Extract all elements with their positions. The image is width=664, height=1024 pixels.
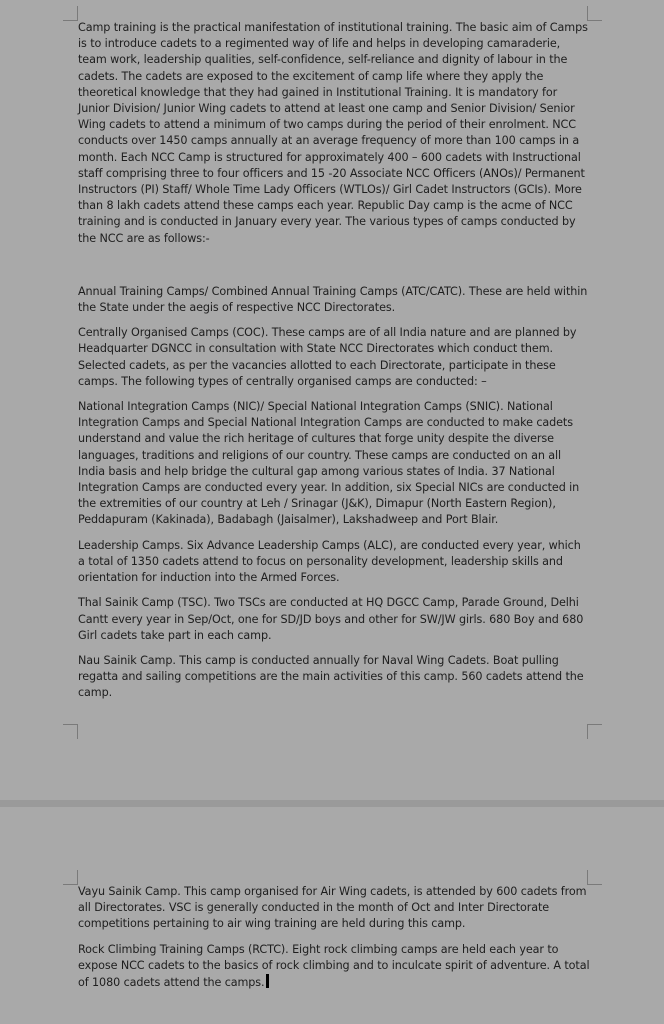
page-separator <box>0 800 664 807</box>
margin-marker-top-right <box>587 6 602 21</box>
paragraph-nic: National Integration Camps (NIC)/ Special National Integration Camps (SNIC). National Integration Camps and Special National Integration Camps are conducted to make cadets understand and value the rich heritage of cultures that forge unity despite the diverse languages, traditions and religions of our country. These camps are conducted on an all India basis and help bridge the cultural gap among various states of India. 37 National Integration Camps are conducted every year. In addition, six Special NICs are conducted in the extremities of our country at Leh / Srinagar (J&K), Dimapur (North Eastern Region), Peddapuram (Kakinada), Badabagh (Jaisalmer), Lakshadweep and Port Blair. <box>78 400 580 527</box>
paragraph-rctc <box>78 942 590 992</box>
margin-marker-top-right <box>587 870 602 885</box>
paragraph-coc: Centrally Organised Camps (COC). These camps are of all India nature and are planned by Headquarter DGNCC in consultation with State NCC Directorates which conduct them. Selected cadets, as per the vacancies allotted to each Directorate, participate in these camps. The following types of centrally organised camps are conducted: – <box>78 326 577 388</box>
page-body[interactable] <box>78 20 590 711</box>
paragraph-leadership: Leadership Camps. Six Advance Leadership Camps (ALC), are conducted every year, which a total of 1350 cadets attend to focus on personality development, leadership skills and orientation for induction into the Armed Forces. <box>78 538 581 585</box>
paragraph-nau-sainik: Nau Sainik Camp. This camp is conducted annually for Naval Wing Cadets. Boat pulling regatta and sailing competitions are the main activities of this camp. 560 cadets attend the camp. <box>78 653 584 700</box>
margin-marker-bottom-left <box>63 724 78 739</box>
margin-marker-top-left <box>63 870 78 885</box>
document-page-2[interactable] <box>0 807 664 1024</box>
paragraph-tsc: Thal Sainik Camp (TSC). Two TSCs are conducted at HQ DGCC Camp, Parade Ground, Delhi Cantt every year in Sep/Oct, one for SD/JD boys and other for SW/JW girls. 680 Boy and 680 Girl cadets take part in each camp. <box>78 596 584 642</box>
paragraph-atc: Annual Training Camps/ Combined Annual Training Camps (ATC/CATC). These are held within the State under the aegis of respective NCC Directorates. <box>78 284 588 315</box>
margin-marker-top-left <box>63 6 78 21</box>
page-body[interactable] <box>78 884 590 1000</box>
margin-marker-bottom-right <box>587 724 602 739</box>
paragraph-vayu-sainik: Vayu Sainik Camp. This camp organised for Air Wing cadets, is attended by 600 cadets from all Directorates. VSC is generally conducted in the month of Oct and Inter Directorate competitions pertaining to air wing training are held during this camp. <box>78 885 587 931</box>
text-cursor <box>266 974 269 988</box>
paragraph-rctc-text: Rock Climbing Training Camps (RCTC). Eight rock climbing camps are held each year to expose NCC cadets to the basics of rock climbing and to inculcate spirit of adventure. A total of 1080 cadets attend the camps. <box>78 942 590 990</box>
paragraph-intro: Camp training is the practical manifestation of institutional training. The basic aim of Camps is to introduce cadets to a regimented way of life and helps in developing camaraderie, team work, leadership qualities, self-confidence, self-reliance and dignity of labour in the cadets. The cadets are exposed to the excitement of camp life where they apply the theoretical knowledge that they had gained in Institutional Training. It is mandatory for Junior Division/ Junior Wing cadets to attend at least one camp and Senior Division/ Senior Wing cadets to attend a minimum of two camps during the period of their enrolment. NCC conducts over 1450 camps annually at an average frequency of more than 100 camps in a month. Each NCC Camp is structured for approximately 400 – 600 cadets with Instructional staff comprising three to four officers and 15 -20 Associate NCC Officers (ANOs)/ Permanent Instructors (PI) Staff/ Whole Time Lady Officers (WTLOs)/ Girl Cadet Instructors (GCIs). More than 8 lakh cadets attend these camps each year. Republic Day camp is the acme of NCC training and is conducted in January every year. The various types of camps conducted by the NCC are as follows:- <box>78 21 588 245</box>
